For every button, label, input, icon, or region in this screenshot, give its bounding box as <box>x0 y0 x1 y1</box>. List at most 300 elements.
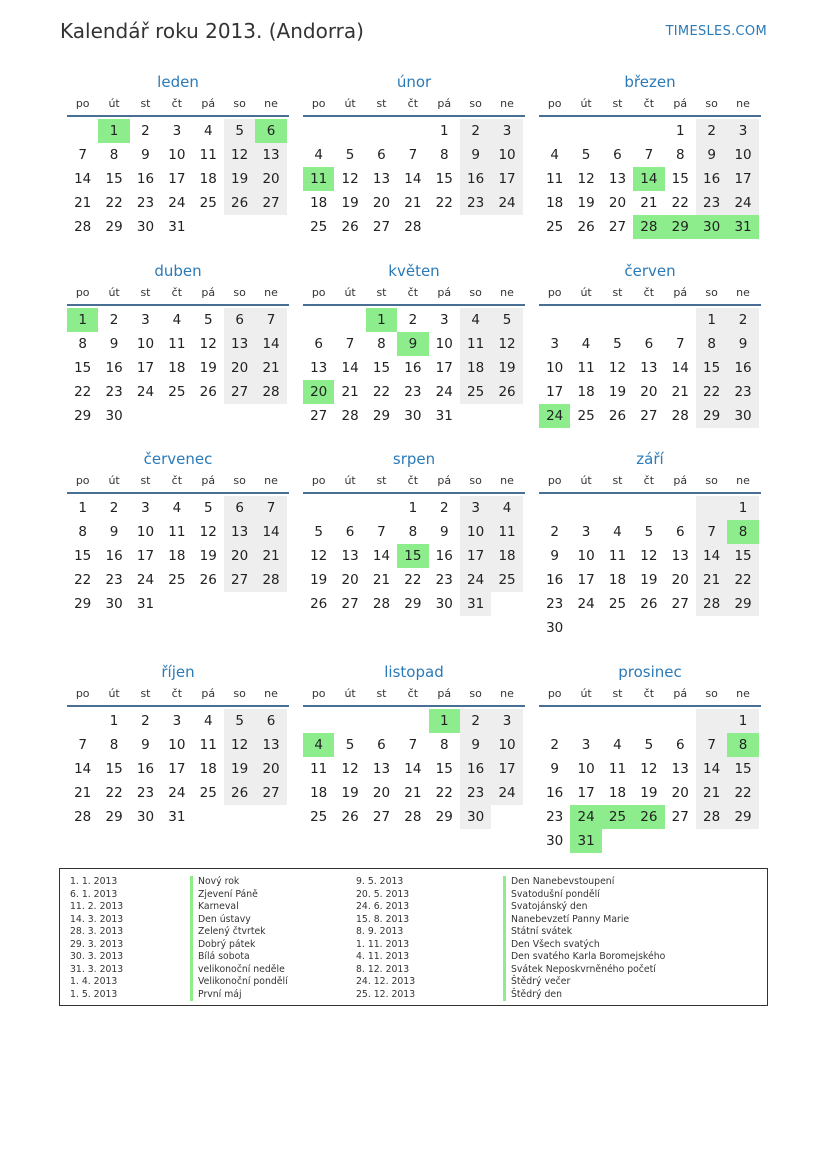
day-cell[interactable]: 29 <box>404 596 422 612</box>
day-cell[interactable]: 12 <box>577 171 595 187</box>
day-cell[interactable]: 13 <box>671 761 689 777</box>
day-cell[interactable]: 29 <box>74 408 92 424</box>
day-cell[interactable]: 12 <box>199 336 217 352</box>
day-cell[interactable]: 14 <box>341 360 359 376</box>
day-cell[interactable]: 9 <box>550 548 559 564</box>
day-cell[interactable]: 31 <box>570 829 601 853</box>
day-cell[interactable]: 22 <box>74 572 92 588</box>
day-cell[interactable]: 23 <box>546 809 564 825</box>
day-cell[interactable]: 28 <box>341 408 359 424</box>
day-cell[interactable]: 27 <box>255 191 286 215</box>
day-cell[interactable]: 8 <box>109 737 119 753</box>
day-cell[interactable]: 3 <box>491 119 522 143</box>
day-cell[interactable]: 12 <box>224 143 255 167</box>
day-cell[interactable]: 19 <box>341 785 359 801</box>
day-cell[interactable]: 23 <box>546 596 564 612</box>
day-cell[interactable]: 17 <box>491 757 522 781</box>
day-cell[interactable]: 30 <box>546 833 564 849</box>
day-cell[interactable]: 23 <box>136 195 155 211</box>
day-cell[interactable]: 11 <box>168 336 186 352</box>
day-cell[interactable]: 26 <box>224 781 255 805</box>
day-cell[interactable]: 4 <box>314 147 323 163</box>
day-cell[interactable]: 10 <box>168 147 186 163</box>
brand-link[interactable]: TIMESLES.COM <box>665 24 767 39</box>
day-cell[interactable]: 11 <box>608 761 627 777</box>
day-cell[interactable]: 25 <box>310 219 328 235</box>
day-cell[interactable]: 3 <box>172 123 182 139</box>
day-cell[interactable]: 30 <box>105 408 123 424</box>
day-cell[interactable]: 13 <box>224 332 255 356</box>
day-cell[interactable]: 22 <box>696 380 727 404</box>
day-cell[interactable]: 29 <box>696 404 727 428</box>
day-cell[interactable]: 8 <box>727 520 758 544</box>
day-cell[interactable]: 3 <box>439 312 449 328</box>
day-cell[interactable]: 12 <box>491 332 522 356</box>
day-cell[interactable]: 10 <box>136 524 155 540</box>
day-cell[interactable]: 5 <box>644 524 654 540</box>
day-cell[interactable]: 31 <box>727 215 758 239</box>
day-cell[interactable]: 30 <box>105 596 123 612</box>
day-cell[interactable]: 11 <box>491 520 522 544</box>
day-cell[interactable]: 8 <box>696 332 727 356</box>
day-cell[interactable]: 10 <box>168 737 186 753</box>
day-cell[interactable]: 24 <box>136 572 155 588</box>
day-cell[interactable]: 18 <box>491 544 522 568</box>
day-cell[interactable]: 7 <box>78 147 87 163</box>
day-cell[interactable]: 20 <box>671 572 689 588</box>
day-cell[interactable]: 27 <box>224 568 255 592</box>
day-cell[interactable]: 6 <box>224 308 255 332</box>
day-cell[interactable]: 2 <box>141 713 150 729</box>
day-cell[interactable]: 16 <box>136 171 155 187</box>
day-cell[interactable]: 24 <box>168 785 186 801</box>
day-cell[interactable]: 24 <box>491 781 522 805</box>
day-cell[interactable]: 23 <box>404 384 422 400</box>
day-cell[interactable]: 3 <box>141 312 150 328</box>
day-cell[interactable]: 16 <box>460 757 491 781</box>
day-cell[interactable]: 12 <box>640 761 658 777</box>
day-cell[interactable]: 1 <box>675 123 685 139</box>
day-cell[interactable]: 16 <box>404 360 422 376</box>
day-cell[interactable]: 26 <box>577 219 595 235</box>
day-cell[interactable]: 20 <box>224 356 255 380</box>
day-cell[interactable]: 14 <box>671 360 689 376</box>
day-cell[interactable]: 2 <box>439 500 449 516</box>
day-cell[interactable]: 23 <box>435 572 453 588</box>
day-cell[interactable]: 19 <box>224 757 255 781</box>
day-cell[interactable]: 19 <box>224 167 255 191</box>
day-cell[interactable]: 2 <box>460 709 491 733</box>
day-cell[interactable]: 21 <box>696 568 727 592</box>
day-cell[interactable]: 13 <box>255 733 286 757</box>
day-cell[interactable]: 29 <box>665 215 696 239</box>
day-cell[interactable]: 21 <box>341 384 359 400</box>
day-cell[interactable]: 1 <box>98 119 129 143</box>
day-cell[interactable]: 4 <box>172 312 182 328</box>
day-cell[interactable]: 13 <box>640 360 658 376</box>
day-cell[interactable]: 5 <box>314 524 323 540</box>
day-cell[interactable]: 19 <box>310 572 328 588</box>
day-cell[interactable]: 27 <box>255 781 286 805</box>
day-cell[interactable]: 4 <box>303 733 334 757</box>
day-cell[interactable]: 20 <box>608 195 627 211</box>
day-cell[interactable]: 29 <box>105 219 123 235</box>
day-cell[interactable]: 8 <box>78 524 87 540</box>
day-cell[interactable]: 15 <box>671 171 689 187</box>
day-cell[interactable]: 18 <box>199 761 217 777</box>
day-cell[interactable]: 26 <box>341 809 359 825</box>
day-cell[interactable]: 18 <box>608 785 627 801</box>
day-cell[interactable]: 21 <box>255 356 286 380</box>
day-cell[interactable]: 19 <box>640 572 658 588</box>
day-cell[interactable]: 11 <box>546 171 564 187</box>
day-cell[interactable]: 6 <box>613 147 622 163</box>
day-cell[interactable]: 4 <box>491 496 522 520</box>
day-cell[interactable]: 11 <box>577 360 595 376</box>
day-cell[interactable]: 7 <box>377 524 386 540</box>
day-cell[interactable]: 6 <box>377 737 386 753</box>
day-cell[interactable]: 10 <box>577 761 595 777</box>
day-cell[interactable]: 30 <box>136 809 155 825</box>
day-cell[interactable]: 21 <box>74 195 92 211</box>
day-cell[interactable]: 1 <box>429 709 460 733</box>
day-cell[interactable]: 20 <box>224 544 255 568</box>
day-cell[interactable]: 24 <box>570 805 601 829</box>
day-cell[interactable]: 31 <box>460 592 491 616</box>
day-cell[interactable]: 23 <box>460 781 491 805</box>
day-cell[interactable]: 25 <box>310 809 328 825</box>
day-cell[interactable]: 23 <box>727 380 758 404</box>
day-cell[interactable]: 3 <box>491 709 522 733</box>
day-cell[interactable]: 4 <box>613 737 622 753</box>
day-cell[interactable]: 1 <box>78 500 87 516</box>
day-cell[interactable]: 24 <box>460 568 491 592</box>
day-cell[interactable]: 5 <box>345 737 355 753</box>
day-cell[interactable]: 19 <box>491 356 522 380</box>
day-cell[interactable]: 27 <box>310 408 328 424</box>
day-cell[interactable]: 16 <box>460 167 491 191</box>
day-cell[interactable]: 18 <box>168 360 186 376</box>
day-cell[interactable]: 25 <box>199 785 217 801</box>
day-cell[interactable]: 16 <box>105 548 123 564</box>
day-cell[interactable]: 17 <box>577 785 595 801</box>
day-cell[interactable]: 5 <box>224 119 255 143</box>
day-cell[interactable]: 18 <box>310 785 328 801</box>
day-cell[interactable]: 22 <box>404 572 422 588</box>
day-cell[interactable]: 9 <box>439 524 449 540</box>
day-cell[interactable]: 28 <box>696 592 727 616</box>
day-cell[interactable]: 3 <box>581 524 591 540</box>
day-cell[interactable]: 5 <box>491 308 522 332</box>
day-cell[interactable]: 12 <box>199 524 217 540</box>
day-cell[interactable]: 28 <box>404 809 422 825</box>
day-cell[interactable]: 12 <box>224 733 255 757</box>
day-cell[interactable]: 4 <box>581 336 591 352</box>
day-cell[interactable]: 15 <box>74 360 92 376</box>
day-cell[interactable]: 27 <box>372 219 391 235</box>
day-cell[interactable]: 27 <box>341 596 359 612</box>
day-cell[interactable]: 9 <box>109 524 119 540</box>
day-cell[interactable]: 24 <box>136 384 155 400</box>
day-cell[interactable]: 1 <box>727 496 758 520</box>
day-cell[interactable]: 15 <box>435 171 453 187</box>
day-cell[interactable]: 13 <box>372 171 391 187</box>
day-cell[interactable]: 29 <box>105 809 123 825</box>
day-cell[interactable]: 1 <box>366 308 397 332</box>
day-cell[interactable]: 27 <box>608 219 627 235</box>
day-cell[interactable]: 9 <box>727 332 758 356</box>
day-cell[interactable]: 15 <box>727 757 758 781</box>
day-cell[interactable]: 4 <box>550 147 559 163</box>
day-cell[interactable]: 28 <box>633 215 664 239</box>
day-cell[interactable]: 3 <box>172 713 182 729</box>
day-cell[interactable]: 9 <box>141 147 150 163</box>
day-cell[interactable]: 26 <box>491 380 522 404</box>
day-cell[interactable]: 7 <box>644 147 654 163</box>
day-cell[interactable]: 13 <box>341 548 359 564</box>
day-cell[interactable]: 18 <box>199 171 217 187</box>
day-cell[interactable]: 17 <box>491 167 522 191</box>
day-cell[interactable]: 12 <box>341 171 359 187</box>
day-cell[interactable]: 8 <box>675 147 685 163</box>
day-cell[interactable]: 12 <box>341 761 359 777</box>
day-cell[interactable]: 10 <box>435 336 453 352</box>
day-cell[interactable]: 11 <box>460 332 491 356</box>
day-cell[interactable]: 17 <box>460 544 491 568</box>
day-cell[interactable]: 21 <box>404 785 422 801</box>
day-cell[interactable]: 25 <box>491 568 522 592</box>
day-cell[interactable]: 22 <box>435 785 453 801</box>
day-cell[interactable]: 20 <box>372 785 391 801</box>
day-cell[interactable]: 14 <box>696 544 727 568</box>
day-cell[interactable]: 8 <box>727 733 758 757</box>
day-cell[interactable]: 31 <box>168 809 186 825</box>
day-cell[interactable]: 16 <box>727 356 758 380</box>
day-cell[interactable]: 29 <box>435 809 453 825</box>
day-cell[interactable]: 18 <box>608 572 627 588</box>
day-cell[interactable]: 25 <box>168 384 186 400</box>
day-cell[interactable]: 28 <box>255 380 286 404</box>
day-cell[interactable]: 14 <box>255 520 286 544</box>
day-cell[interactable]: 8 <box>408 524 418 540</box>
day-cell[interactable]: 6 <box>345 524 355 540</box>
day-cell[interactable]: 23 <box>136 785 155 801</box>
day-cell[interactable]: 17 <box>727 167 758 191</box>
day-cell[interactable]: 8 <box>377 336 386 352</box>
day-cell[interactable]: 5 <box>613 336 622 352</box>
day-cell[interactable]: 14 <box>696 757 727 781</box>
day-cell[interactable]: 17 <box>136 360 155 376</box>
day-cell[interactable]: 6 <box>255 119 286 143</box>
day-cell[interactable]: 4 <box>172 500 182 516</box>
day-cell[interactable]: 26 <box>608 408 627 424</box>
day-cell[interactable]: 27 <box>372 809 391 825</box>
day-cell[interactable]: 20 <box>671 785 689 801</box>
day-cell[interactable]: 30 <box>546 620 564 636</box>
day-cell[interactable]: 6 <box>255 709 286 733</box>
day-cell[interactable]: 24 <box>168 195 186 211</box>
day-cell[interactable]: 24 <box>539 404 570 428</box>
day-cell[interactable]: 11 <box>310 761 328 777</box>
day-cell[interactable]: 13 <box>224 520 255 544</box>
day-cell[interactable]: 7 <box>255 496 286 520</box>
day-cell[interactable]: 6 <box>224 496 255 520</box>
day-cell[interactable]: 16 <box>105 360 123 376</box>
day-cell[interactable]: 15 <box>105 761 123 777</box>
day-cell[interactable]: 20 <box>341 572 359 588</box>
day-cell[interactable]: 22 <box>105 195 123 211</box>
day-cell[interactable]: 4 <box>613 524 622 540</box>
day-cell[interactable]: 25 <box>602 805 633 829</box>
day-cell[interactable]: 10 <box>491 733 522 757</box>
day-cell[interactable]: 2 <box>109 500 119 516</box>
day-cell[interactable]: 30 <box>404 408 422 424</box>
day-cell[interactable]: 1 <box>696 308 727 332</box>
day-cell[interactable]: 17 <box>435 360 453 376</box>
day-cell[interactable]: 19 <box>608 384 627 400</box>
day-cell[interactable]: 30 <box>435 596 453 612</box>
day-cell[interactable]: 16 <box>435 548 453 564</box>
day-cell[interactable]: 6 <box>675 524 685 540</box>
day-cell[interactable]: 30 <box>696 215 727 239</box>
day-cell[interactable]: 22 <box>105 785 123 801</box>
day-cell[interactable]: 19 <box>577 195 595 211</box>
day-cell[interactable]: 20 <box>255 757 286 781</box>
day-cell[interactable]: 10 <box>460 520 491 544</box>
day-cell[interactable]: 9 <box>141 737 150 753</box>
day-cell[interactable]: 24 <box>435 384 453 400</box>
day-cell[interactable]: 2 <box>550 737 559 753</box>
day-cell[interactable]: 27 <box>671 596 689 612</box>
day-cell[interactable]: 20 <box>640 384 658 400</box>
day-cell[interactable]: 22 <box>74 384 92 400</box>
day-cell[interactable]: 19 <box>199 548 217 564</box>
day-cell[interactable]: 14 <box>404 171 422 187</box>
day-cell[interactable]: 25 <box>546 219 564 235</box>
day-cell[interactable]: 17 <box>136 548 155 564</box>
day-cell[interactable]: 1 <box>109 713 119 729</box>
day-cell[interactable]: 2 <box>408 312 418 328</box>
day-cell[interactable]: 17 <box>168 761 186 777</box>
day-cell[interactable]: 25 <box>608 596 627 612</box>
day-cell[interactable]: 21 <box>255 544 286 568</box>
day-cell[interactable]: 7 <box>696 520 727 544</box>
day-cell[interactable]: 10 <box>727 143 758 167</box>
day-cell[interactable]: 10 <box>491 143 522 167</box>
day-cell[interactable]: 6 <box>314 336 323 352</box>
day-cell[interactable]: 7 <box>675 336 685 352</box>
day-cell[interactable]: 9 <box>460 143 491 167</box>
day-cell[interactable]: 17 <box>168 171 186 187</box>
day-cell[interactable]: 27 <box>640 408 658 424</box>
day-cell[interactable]: 3 <box>581 737 591 753</box>
day-cell[interactable]: 31 <box>168 219 186 235</box>
day-cell[interactable]: 2 <box>109 312 119 328</box>
day-cell[interactable]: 30 <box>460 805 491 829</box>
day-cell[interactable]: 8 <box>78 336 87 352</box>
day-cell[interactable]: 20 <box>255 167 286 191</box>
day-cell[interactable]: 18 <box>460 356 491 380</box>
day-cell[interactable]: 3 <box>141 500 150 516</box>
day-cell[interactable]: 23 <box>105 572 123 588</box>
day-cell[interactable]: 26 <box>199 572 217 588</box>
day-cell[interactable]: 26 <box>640 596 658 612</box>
day-cell[interactable]: 28 <box>696 805 727 829</box>
day-cell[interactable]: 30 <box>727 404 758 428</box>
day-cell[interactable]: 1 <box>439 123 449 139</box>
day-cell[interactable]: 20 <box>372 195 391 211</box>
day-cell[interactable]: 15 <box>435 761 453 777</box>
day-cell[interactable]: 27 <box>224 380 255 404</box>
day-cell[interactable]: 14 <box>74 761 92 777</box>
day-cell[interactable]: 9 <box>109 336 119 352</box>
day-cell[interactable]: 16 <box>546 785 564 801</box>
day-cell[interactable]: 10 <box>136 336 155 352</box>
day-cell[interactable]: 5 <box>581 147 591 163</box>
day-cell[interactable]: 7 <box>255 308 286 332</box>
day-cell[interactable]: 1 <box>408 500 418 516</box>
day-cell[interactable]: 11 <box>199 737 217 753</box>
day-cell[interactable]: 29 <box>727 592 758 616</box>
day-cell[interactable]: 15 <box>105 171 123 187</box>
day-cell[interactable]: 20 <box>303 380 334 404</box>
day-cell[interactable]: 19 <box>640 785 658 801</box>
day-cell[interactable]: 25 <box>168 572 186 588</box>
day-cell[interactable]: 22 <box>727 781 758 805</box>
day-cell[interactable]: 4 <box>203 713 213 729</box>
day-cell[interactable]: 1 <box>727 709 758 733</box>
day-cell[interactable]: 3 <box>727 119 758 143</box>
day-cell[interactable]: 14 <box>255 332 286 356</box>
day-cell[interactable]: 26 <box>199 384 217 400</box>
day-cell[interactable]: 24 <box>577 596 595 612</box>
day-cell[interactable]: 5 <box>345 147 355 163</box>
day-cell[interactable]: 7 <box>408 737 418 753</box>
day-cell[interactable]: 10 <box>577 548 595 564</box>
day-cell[interactable]: 18 <box>546 195 564 211</box>
day-cell[interactable]: 9 <box>550 761 559 777</box>
day-cell[interactable]: 14 <box>372 548 391 564</box>
day-cell[interactable]: 2 <box>550 524 559 540</box>
day-cell[interactable]: 10 <box>546 360 564 376</box>
day-cell[interactable]: 29 <box>74 596 92 612</box>
day-cell[interactable]: 15 <box>74 548 92 564</box>
day-cell[interactable]: 14 <box>404 761 422 777</box>
day-cell[interactable]: 28 <box>404 219 422 235</box>
day-cell[interactable]: 16 <box>696 167 727 191</box>
day-cell[interactable]: 23 <box>460 191 491 215</box>
day-cell[interactable]: 21 <box>696 781 727 805</box>
day-cell[interactable]: 8 <box>439 147 449 163</box>
day-cell[interactable]: 5 <box>203 500 213 516</box>
day-cell[interactable]: 3 <box>460 496 491 520</box>
day-cell[interactable]: 25 <box>460 380 491 404</box>
day-cell[interactable]: 28 <box>74 219 92 235</box>
day-cell[interactable]: 14 <box>633 167 664 191</box>
day-cell[interactable]: 26 <box>633 805 664 829</box>
day-cell[interactable]: 31 <box>435 408 453 424</box>
day-cell[interactable]: 15 <box>372 360 391 376</box>
day-cell[interactable]: 21 <box>671 384 689 400</box>
day-cell[interactable]: 9 <box>696 143 727 167</box>
day-cell[interactable]: 22 <box>372 384 391 400</box>
day-cell[interactable]: 2 <box>696 119 727 143</box>
day-cell[interactable]: 4 <box>203 123 213 139</box>
day-cell[interactable]: 21 <box>74 785 92 801</box>
day-cell[interactable]: 5 <box>644 737 654 753</box>
day-cell[interactable]: 19 <box>199 360 217 376</box>
day-cell[interactable]: 1 <box>67 308 98 332</box>
